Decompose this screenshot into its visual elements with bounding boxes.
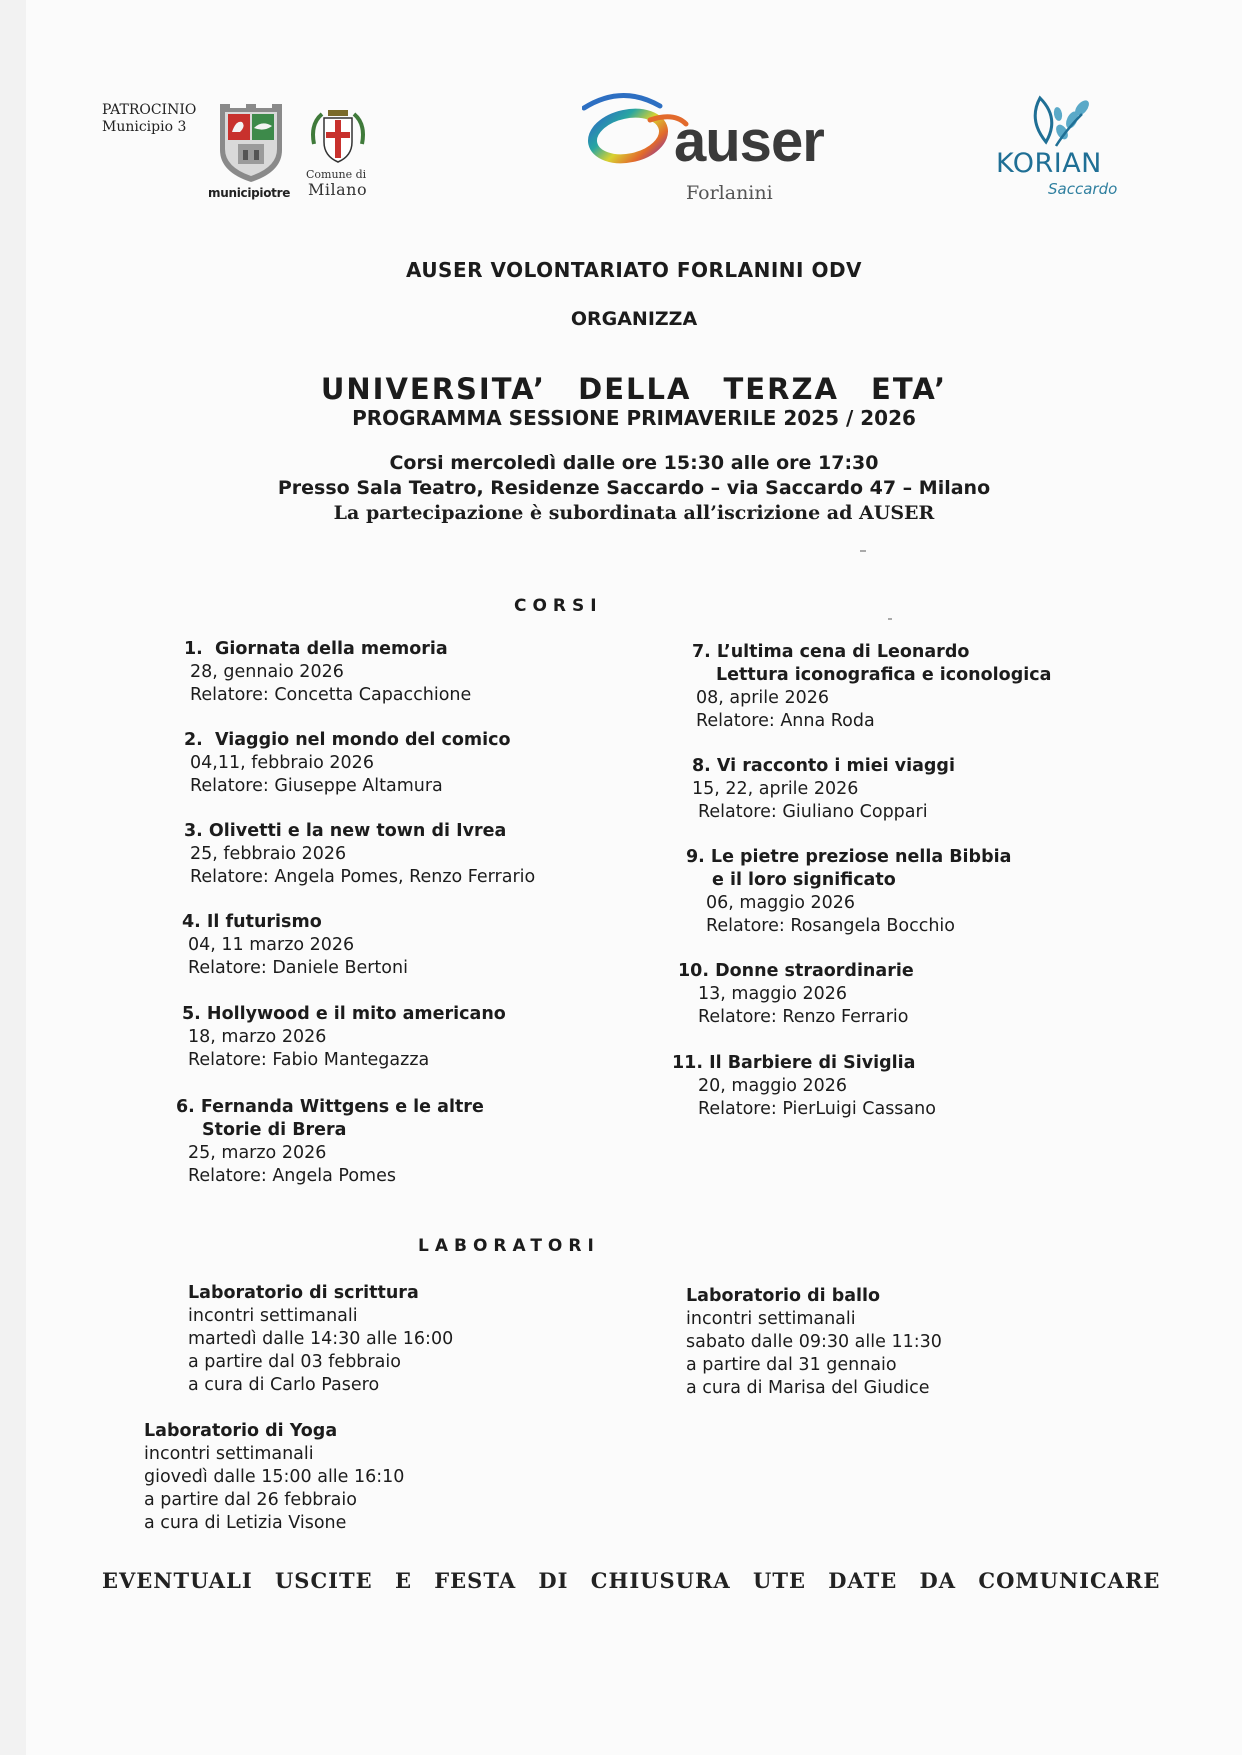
course-title: Hollywood e il mito americano bbox=[206, 1004, 506, 1024]
scan-speck bbox=[888, 618, 892, 620]
lab-schedule: martedì dalle 14:30 alle 16:00 bbox=[188, 1329, 454, 1349]
lab-item bbox=[188, 1282, 453, 1397]
course-date: 08, aprile 2026 bbox=[696, 688, 830, 708]
municipio-shield-icon bbox=[216, 102, 286, 184]
lab-frequency: incontri settimanali bbox=[144, 1444, 314, 1464]
course-speaker: Relatore: PierLuigi Cassano bbox=[698, 1099, 936, 1119]
course-speaker: Relatore: Renzo Ferrario bbox=[698, 1007, 909, 1027]
page-subtitle: PROGRAMMA SESSIONE PRIMAVERILE 2025 / 2026 bbox=[352, 406, 916, 430]
course-title: Vi racconto i miei viaggi bbox=[716, 756, 955, 776]
schedule-line: Corsi mercoledì dalle ore 15:30 alle ore 17:30 bbox=[389, 452, 879, 474]
lab-frequency: incontri settimanali bbox=[686, 1309, 856, 1329]
course-title-line2: Lettura iconografica e iconologica bbox=[716, 665, 1052, 685]
course-title: Fernanda Wittgens e le altre bbox=[200, 1097, 484, 1117]
course-date: 28, gennaio 2026 bbox=[190, 662, 344, 682]
course-item bbox=[184, 820, 535, 889]
course-number: 11. bbox=[672, 1053, 704, 1073]
course-title: Donne straordinarie bbox=[715, 961, 914, 981]
auser-logo-text: auser bbox=[674, 109, 824, 174]
lab-start: a partire dal 26 febbraio bbox=[144, 1490, 357, 1510]
course-speaker: Relatore: Rosangela Bocchio bbox=[706, 916, 955, 936]
course-item bbox=[182, 1003, 506, 1072]
patrocinio-line2: Municipio 3 bbox=[102, 119, 187, 135]
course-number: 1. bbox=[184, 639, 203, 659]
lab-schedule: giovedì dalle 15:00 alle 16:10 bbox=[144, 1467, 405, 1487]
korian-logo-text: KORIAN bbox=[996, 148, 1102, 179]
course-number: 5. bbox=[182, 1004, 201, 1024]
course-title: Il Barbiere di Siviglia bbox=[709, 1053, 916, 1073]
lab-start: a partire dal 31 gennaio bbox=[686, 1355, 897, 1375]
course-item bbox=[184, 729, 511, 798]
patrocinio-line1: PATROCINIO bbox=[102, 102, 197, 118]
course-item bbox=[176, 1096, 484, 1188]
course-title: Le pietre preziose nella Bibbia bbox=[710, 847, 1012, 867]
lab-item bbox=[686, 1285, 942, 1400]
lab-title: Laboratorio di Yoga bbox=[144, 1421, 338, 1441]
course-date: 25, febbraio 2026 bbox=[190, 844, 347, 864]
course-date: 06, maggio 2026 bbox=[706, 893, 856, 913]
lab-teacher: a cura di Letizia Visone bbox=[144, 1513, 347, 1533]
course-item bbox=[678, 960, 914, 1029]
course-speaker: Relatore: Angela Pomes bbox=[188, 1166, 396, 1186]
organization-name: AUSER VOLONTARIATO FORLANINI ODV bbox=[405, 258, 863, 282]
organizza-label: ORGANIZZA bbox=[570, 308, 698, 330]
course-number: 9. bbox=[686, 847, 705, 867]
course-speaker: Relatore: Angela Pomes, Renzo Ferrario bbox=[190, 867, 536, 887]
course-title: Giornata della memoria bbox=[215, 639, 448, 659]
korian-saccardo-label: Saccardo bbox=[1048, 180, 1118, 198]
course-date: 18, marzo 2026 bbox=[188, 1027, 327, 1047]
page-title: UNIVERSITA’ DELLA TERZA ETA’ bbox=[320, 372, 948, 406]
course-speaker: Relatore: Daniele Bertoni bbox=[188, 958, 408, 978]
lab-schedule: sabato dalle 09:30 alle 11:30 bbox=[686, 1332, 942, 1352]
course-title-line2: e il loro significato bbox=[712, 870, 896, 890]
labs-section-title: LABORATORI bbox=[418, 1236, 600, 1256]
closing-note: EVENTUALI USCITE E FESTA DI CHIUSURA UTE DATE DA COMUNICARE bbox=[102, 1568, 1161, 1593]
course-number: 10. bbox=[678, 961, 710, 981]
lab-title: Laboratorio di ballo bbox=[686, 1286, 881, 1306]
location-line: Presso Sala Teatro, Residenze Saccardo – via Saccardo 47 – Milano bbox=[277, 477, 991, 499]
course-number: 8. bbox=[692, 756, 711, 776]
course-title-line2: Storie di Brera bbox=[202, 1120, 347, 1140]
course-item bbox=[184, 638, 471, 707]
lab-frequency: incontri settimanali bbox=[188, 1306, 358, 1326]
course-number: 3. bbox=[184, 821, 203, 841]
course-number: 2. bbox=[184, 730, 203, 750]
course-number: 6. bbox=[176, 1097, 195, 1117]
course-item bbox=[182, 911, 408, 980]
participation-line: La partecipazione è subordinata all’iscrizione ad AUSER bbox=[333, 502, 935, 524]
course-speaker: Relatore: Anna Roda bbox=[696, 711, 875, 731]
comune-milano-crest-icon bbox=[306, 104, 370, 168]
course-date: 04, 11 marzo 2026 bbox=[188, 935, 355, 955]
korian-leaf-icon bbox=[1026, 90, 1096, 152]
courses-section-title: CORSI bbox=[514, 596, 603, 616]
course-speaker: Relatore: Giuseppe Altamura bbox=[190, 776, 443, 796]
lab-teacher: a cura di Carlo Pasero bbox=[188, 1375, 380, 1395]
course-date: 20, maggio 2026 bbox=[698, 1076, 848, 1096]
course-speaker: Relatore: Giuliano Coppari bbox=[698, 802, 928, 822]
course-date: 13, maggio 2026 bbox=[698, 984, 848, 1004]
course-title: L’ultima cena di Leonardo bbox=[716, 642, 970, 662]
course-speaker: Relatore: Concetta Capacchione bbox=[190, 685, 472, 705]
course-date: 04,11, febbraio 2026 bbox=[190, 753, 374, 773]
scan-speck bbox=[860, 550, 866, 552]
course-title: Il futurismo bbox=[206, 912, 322, 932]
course-item bbox=[686, 846, 1011, 938]
patrocinio-label bbox=[102, 102, 196, 136]
course-number: 4. bbox=[182, 912, 201, 932]
course-speaker: Relatore: Fabio Mantegazza bbox=[188, 1050, 430, 1070]
course-item bbox=[692, 641, 1051, 733]
lab-item bbox=[144, 1420, 404, 1535]
comune-label: Comune di bbox=[306, 168, 367, 181]
course-title: Olivetti e la new town di Ivrea bbox=[208, 821, 507, 841]
course-number: 7. bbox=[692, 642, 711, 662]
course-date: 15, 22, aprile 2026 bbox=[692, 779, 859, 799]
lab-start: a partire dal 03 febbraio bbox=[188, 1352, 401, 1372]
course-title: Viaggio nel mondo del comico bbox=[215, 730, 511, 750]
lab-title: Laboratorio di scrittura bbox=[188, 1283, 419, 1303]
flyer-page bbox=[26, 0, 1242, 1755]
course-date: 25, marzo 2026 bbox=[188, 1143, 327, 1163]
milano-label: Milano bbox=[308, 180, 368, 199]
course-item bbox=[692, 755, 955, 824]
municipiotre-label: municipiotre bbox=[208, 186, 291, 200]
course-item bbox=[672, 1052, 936, 1121]
auser-forlanini-label: Forlanini bbox=[686, 182, 773, 204]
lab-teacher: a cura di Marisa del Giudice bbox=[686, 1378, 930, 1398]
